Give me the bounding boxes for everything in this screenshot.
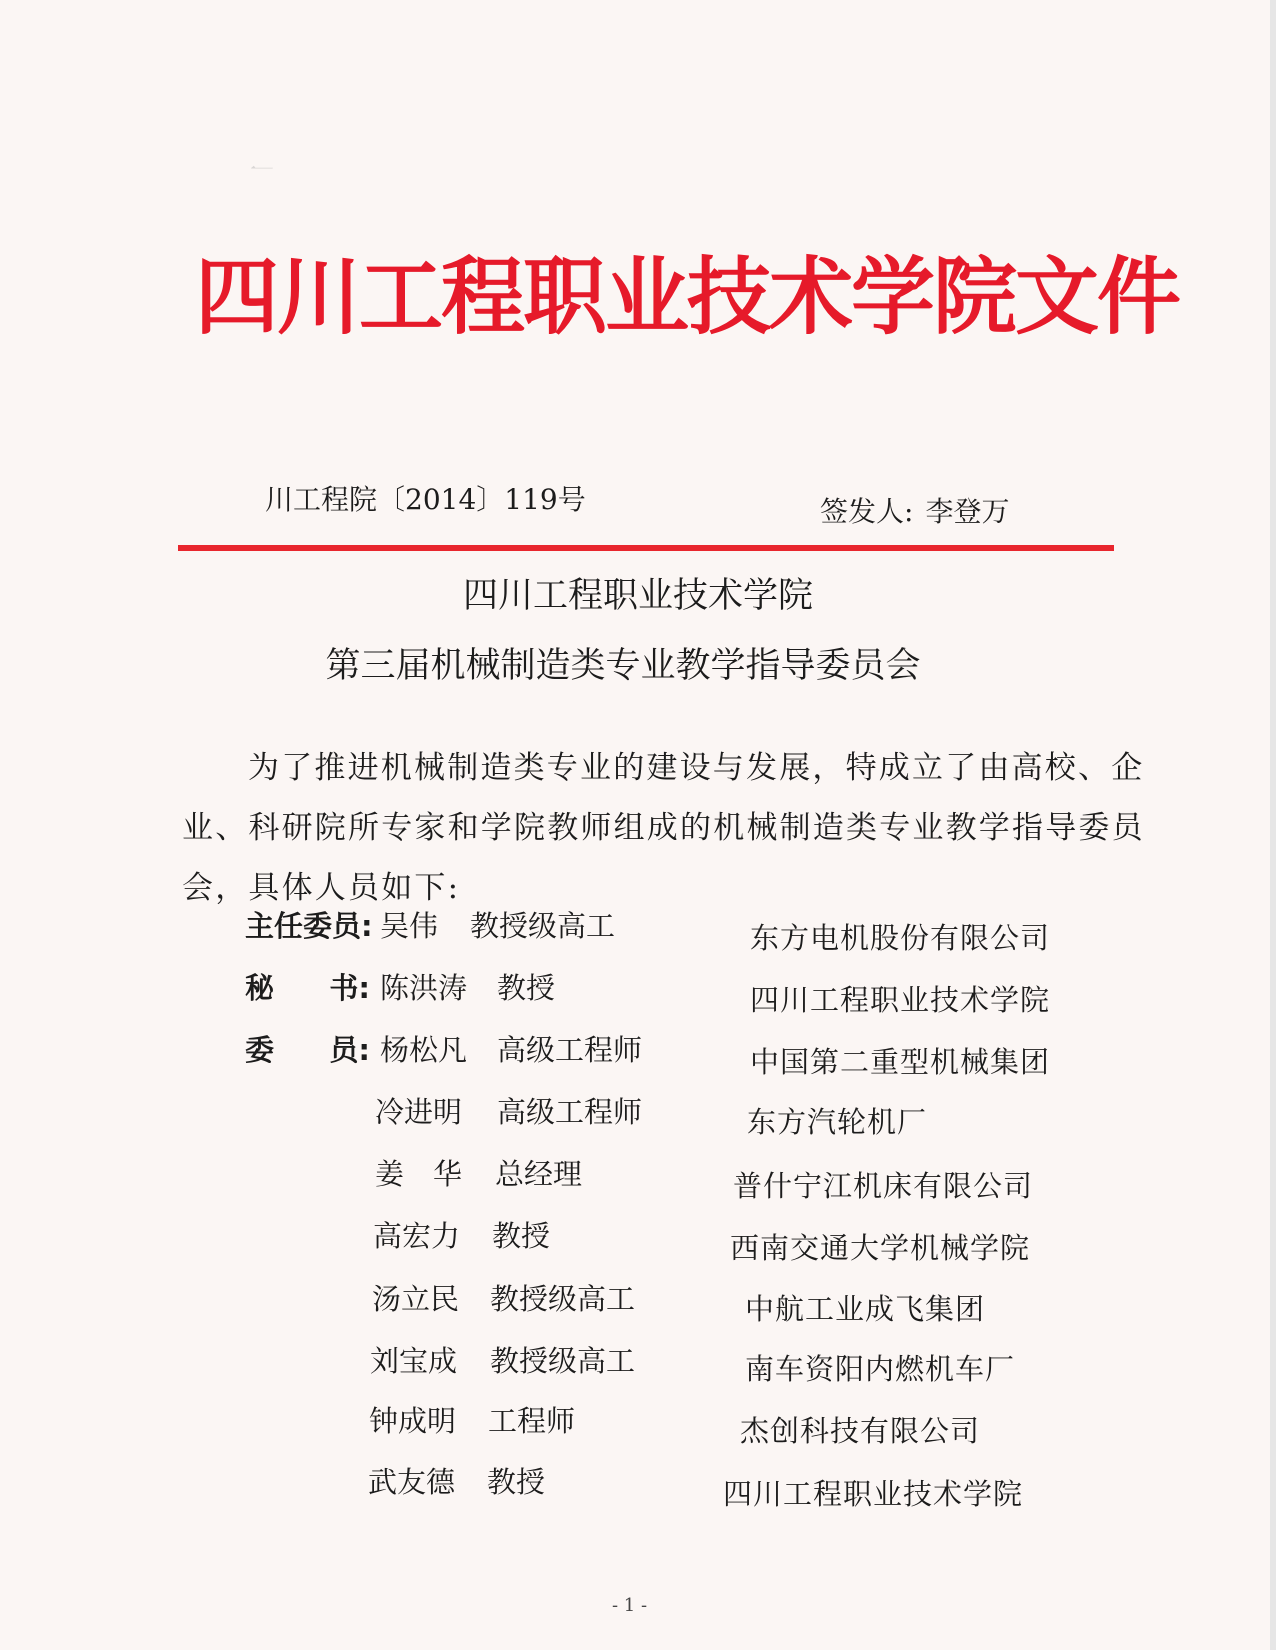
- member-org: 四川工程职业技术学院: [723, 1477, 1024, 1511]
- member-title: 教授级高工: [490, 1344, 636, 1378]
- body-paragraph: [182, 738, 1145, 918]
- role-char: 书:: [329, 971, 370, 1005]
- member-name: 杨松凡: [380, 1033, 468, 1067]
- issuer-label: 签发人:: [820, 495, 914, 528]
- role-member-label: [245, 1028, 370, 1069]
- member-title: 教授级高工: [490, 1282, 636, 1316]
- member-name: 冷进明: [375, 1095, 463, 1129]
- member-org: 普什宁江机床有限公司: [733, 1169, 1034, 1203]
- member-org: 四川工程职业技术学院: [750, 983, 1051, 1017]
- document-header-title: 四川工程职业技术学院文件: [195, 248, 1180, 346]
- page-number: - 1 -: [612, 1595, 648, 1616]
- bleed-through-text: 一: [250, 156, 274, 184]
- role-director-label: 主任委员:: [245, 909, 373, 943]
- red-divider-line: [178, 545, 1114, 551]
- member-title: 教授: [497, 971, 556, 1005]
- member-org: 杰创科技有限公司: [740, 1414, 981, 1448]
- member-org: 东方电机股份有限公司: [750, 921, 1051, 955]
- issuer: [820, 490, 1009, 530]
- member-org: 中航工业成飞集团: [745, 1292, 986, 1326]
- member-org: 东方汽轮机厂: [747, 1105, 928, 1139]
- member-name: 姜 华: [375, 1157, 463, 1191]
- scan-edge: [1270, 0, 1276, 1650]
- document-number: 川工程院〔2014〕119号: [265, 483, 586, 516]
- member-title: 教授: [487, 1465, 546, 1499]
- member-name: 吴伟: [380, 909, 439, 943]
- member-name: 刘宝成: [370, 1344, 458, 1378]
- member-name: 钟成明: [369, 1404, 457, 1438]
- member-name: 高宏力: [373, 1219, 461, 1253]
- body-line: 会，具体人员如下:: [182, 870, 461, 906]
- member-title: 高级工程师: [497, 1095, 643, 1129]
- member-org: 南车资阳内燃机车厂: [745, 1352, 1016, 1386]
- role-char: 秘: [245, 971, 275, 1005]
- member-title: 教授: [492, 1219, 551, 1253]
- body-line: 业、科研院所专家和学院教师组成的机械制造类专业教学指导委员: [182, 810, 1145, 846]
- document-title-line1: 四川工程职业技术学院: [462, 576, 813, 616]
- role-char: 员:: [329, 1033, 370, 1067]
- member-title: 工程师: [488, 1404, 576, 1438]
- member-name: 陈洪涛: [380, 971, 468, 1005]
- document-title-line2: 第三届机械制造类专业教学指导委员会: [325, 646, 921, 686]
- issuer-name: 李登万: [925, 495, 1010, 528]
- body-line: 为了推进机械制造类专业的建设与发展，特成立了由高校、企: [248, 750, 1145, 786]
- member-org: 中国第二重型机械集团: [750, 1045, 1051, 1079]
- member-title: 总经理: [495, 1157, 583, 1191]
- member-name: 汤立民: [372, 1282, 460, 1316]
- role-char: 委: [245, 1033, 275, 1067]
- role-secretary-label: [245, 966, 370, 1007]
- member-title: 教授级高工: [470, 909, 616, 943]
- member-name: 武友德: [368, 1465, 456, 1499]
- member-title: 高级工程师: [497, 1033, 643, 1067]
- member-org: 西南交通大学机械学院: [730, 1231, 1031, 1265]
